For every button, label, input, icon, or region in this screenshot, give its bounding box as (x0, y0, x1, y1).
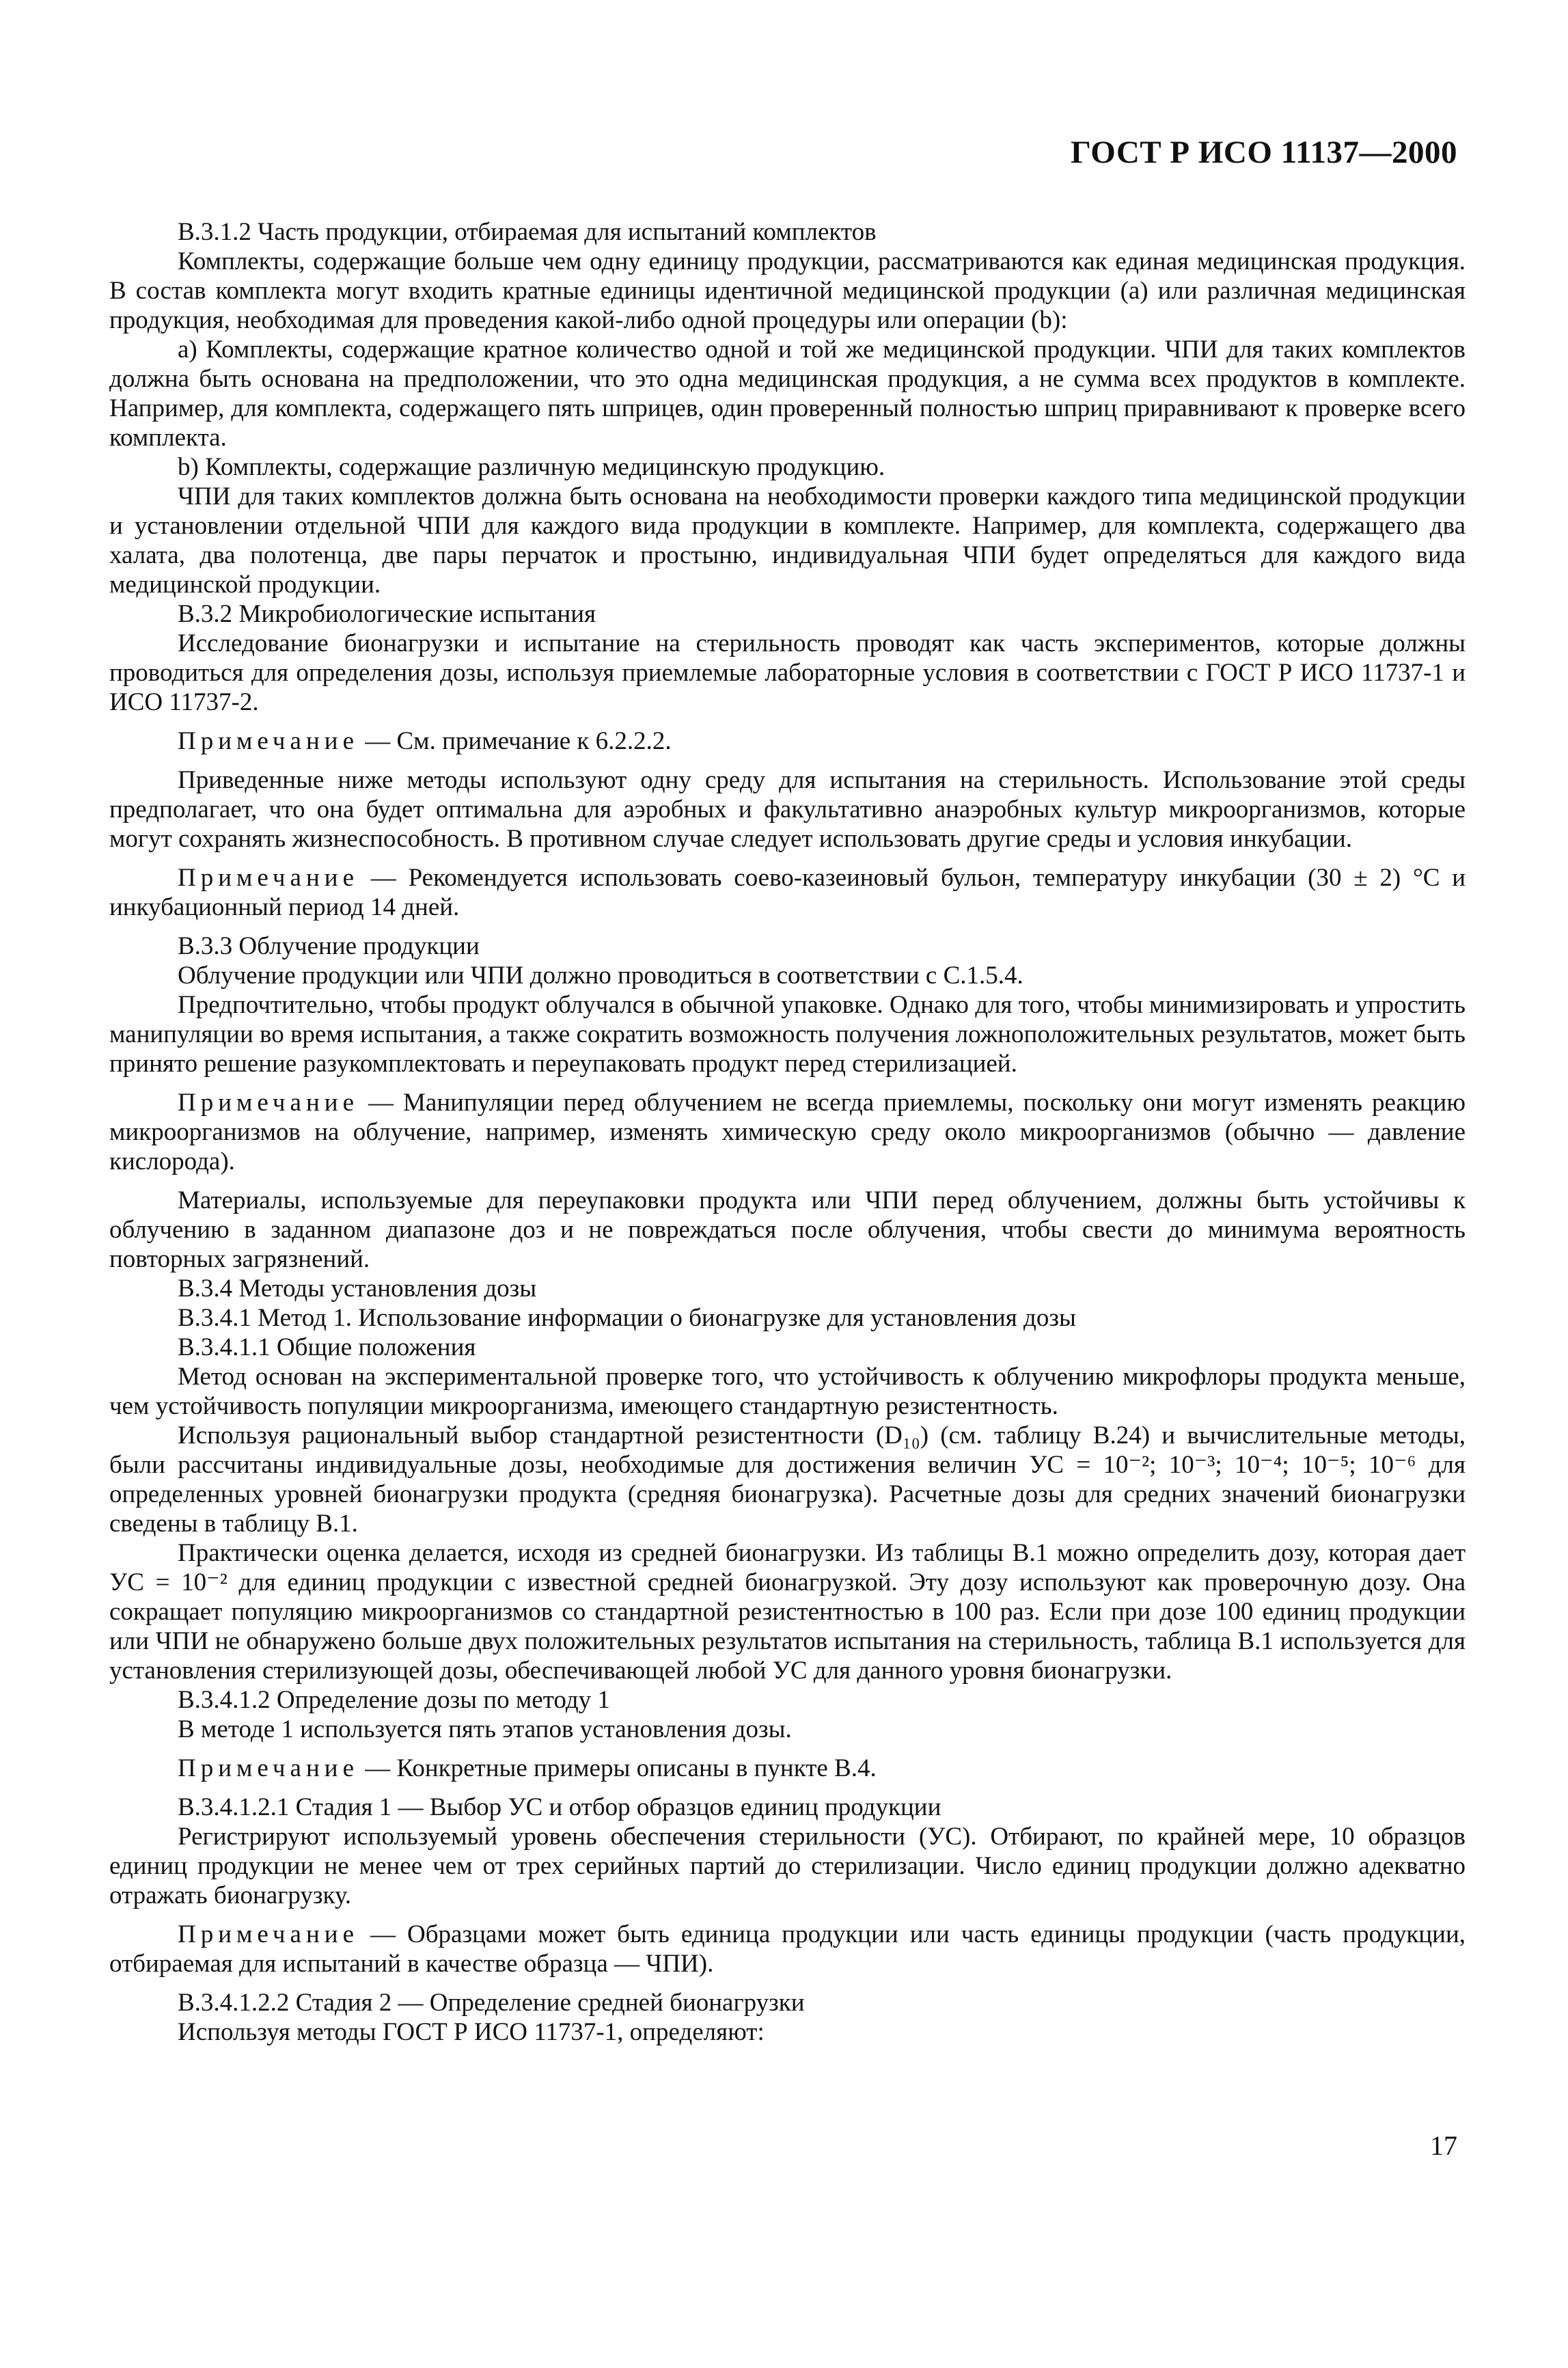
note-label: Примечание (178, 727, 359, 755)
list-item: a) Комплекты, содержащие кратное количество одной и той же медицинской продукции. ЧПИ для таких комплектов должна быть основана на предположении, что это одна медицинская продукция, а не сумма всех продуктов в комплекте. Например, для комплекта, содержащего пять шприцев, один проверенный полностью шприц приравнивают к проверке всего комплекта. (109, 336, 1466, 452)
section-heading: B.3.3 Облучение продукции (178, 932, 480, 960)
paragraph: ЧПИ для таких комплектов должна быть основана на необходимости проверки каждого типа медицинской продукции и установлении отдельной ЧПИ для каждого вида продукции в комплекте. Например, для комплекта, содержащего два халата, два полотенца, две пары перчаток и простыню, индивидуальная ЧПИ будет определяться для каждого вида медицинской продукции. (109, 482, 1466, 599)
note-text: — Рекомендуется использовать соево-казеиновый бульон, температуру инкубации (30 ± 2) °С и инкубационный период 14 дней. (109, 864, 1466, 921)
note-text: — Конкретные примеры описаны в пункте В.4. (365, 1754, 877, 1782)
list-item: b) Комплекты, содержащие различную медицинскую продукцию. (178, 453, 885, 481)
paragraph: Практически оценка делается, исходя из средней бионагрузки. Из таблицы В.1 можно определить дозу, которая дает УС = 10⁻² для единиц продукции с известной средней бионагрузкой. Эту дозу используют как проверочную дозу. Она сокращает популяцию микроорганизмов со стандартной резистентностью в 100 раз. Если при дозе 100 единиц продукции или ЧПИ не обнаружено больше двух положительных результатов испытания на стерильность, таблица В.1 используется для установления стерилизующей дозы, обеспечивающей любой УС для данного уровня бионагрузки. (109, 1539, 1466, 1685)
paragraph: Регистрируют используемый уровень обеспечения стерильности (УС). Отбирают, по крайней мере, 10 образцов единиц продукции не менее чем от трех серийных партий до стерилизации. Число единиц продукции должно адекватно отражать бионагрузку. (109, 1823, 1466, 1909)
section-heading: B.3.4.1 Метод 1. Использование информации о бионагрузке для установления дозы (178, 1304, 1076, 1332)
note-label: Примечание (178, 1754, 359, 1782)
note (109, 1920, 1466, 1978)
note (109, 726, 1466, 756)
page-number: 17 (1430, 2130, 1457, 2161)
paragraph: Комплекты, содержащие больше чем одну единицу продукции, рассматриваются как единая медицинская продукция. В состав комплекта могут входить кратные единицы идентичной медицинской продукции (а) или различная медицинская продукция, необходимая для проведения какой-либо одной процедуры или операции (b): (109, 247, 1466, 334)
note-label: Примечание (178, 1920, 359, 1948)
note-text: — См. примечание к 6.2.2.2. (365, 727, 672, 755)
note (109, 1754, 1466, 1783)
paragraph: Приведенные ниже методы используют одну среду для испытания на стерильность. Использование этой среды предполагает, что она будет оптимальна для аэробных и факультативно анаэробных культур микроорганизмов, которые могут сохранять жизнеспособность. В противном случае следует использовать другие среды и условия инкубации. (109, 766, 1466, 853)
note (109, 1088, 1466, 1176)
section-heading: B.3.1.2 Часть продукции, отбираемая для испытаний комплектов (178, 218, 877, 246)
section-heading: B.3.4.1.2.2 Стадия 2 — Определение средней бионагрузки (178, 1989, 805, 2017)
section-heading: B.3.4 Методы установления дозы (178, 1275, 537, 1303)
paragraph: Предпочтительно, чтобы продукт облучался в обычной упаковке. Однако для того, чтобы минимизировать и упростить манипуляции во время испытания, а также сократить возможность получения ложноположительных результатов, может быть принято решение разукомплектовать и переупаковать продукт перед стерилизацией. (109, 991, 1466, 1078)
document-body (109, 217, 1466, 2047)
paragraph: Используя рациональный выбор стандартной резистентности (D₁₀) (см. таблицу B.24) и вычислительные методы, были рассчитаны индивидуальные дозы, необходимые для достижения величин УС = 10⁻²; 10⁻³; 10⁻⁴; 10⁻⁵; 10⁻⁶ для определенных уровней бионагрузки продукта (средняя бионагрузка). Расчетные дозы для средних значений бионагрузки сведены в таблицу В.1. (109, 1421, 1466, 1538)
note-text: — Манипуляции перед облучением не всегда приемлемы, поскольку они могут изменять реакцию микроорганизмов на облучение, например, изменять химическую среду около микроорганизмов (обычно — давление кислорода). (109, 1089, 1466, 1175)
paragraph: Метод основан на экспериментальной проверке того, что устойчивость к облучению микрофлоры продукта меньше, чем устойчивость популяции микроорганизма, имеющего стандартную резистентность. (109, 1363, 1466, 1420)
section-heading: B.3.4.1.1 Общие положения (178, 1333, 476, 1361)
section-heading: B.3.2 Микробиологические испытания (178, 600, 596, 628)
note (109, 863, 1466, 922)
section-heading: B.3.4.1.2 Определение дозы по методу 1 (178, 1686, 610, 1714)
note-text: — Образцами может быть единица продукции или часть единицы продукции (часть продукции, отбираемая для испытаний в качестве образца — ЧПИ). (109, 1920, 1466, 1978)
note-label: Примечание (178, 864, 359, 892)
paragraph: Исследование бионагрузки и испытание на стерильность проводят как часть экспериментов, которые должны проводиться для определения дозы, используя приемлемые лабораторные условия в соответствии с ГОСТ Р ИСО 11737-1 и ИСО 11737-2. (109, 629, 1466, 716)
note-label: Примечание (178, 1089, 359, 1117)
paragraph: Облучение продукции или ЧПИ должно проводиться в соответствии с С.1.5.4. (178, 962, 1023, 990)
paragraph: Материалы, используемые для переупаковки продукта или ЧПИ перед облучением, должны быть устойчивы к облучению в заданном диапазоне доз и не повреждаться после облучения, чтобы свести до минимума вероятность повторных загрязнений. (109, 1186, 1466, 1273)
document-code-header: ГОСТ Р ИСО 11137—2000 (1071, 135, 1457, 170)
paragraph: В методе 1 используется пять этапов установления дозы. (178, 1715, 792, 1743)
paragraph: Используя методы ГОСТ Р ИСО 11737-1, определяют: (178, 2018, 765, 2046)
section-heading: B.3.4.1.2.1 Стадия 1 — Выбор УС и отбор образцов единиц продукции (178, 1793, 941, 1821)
